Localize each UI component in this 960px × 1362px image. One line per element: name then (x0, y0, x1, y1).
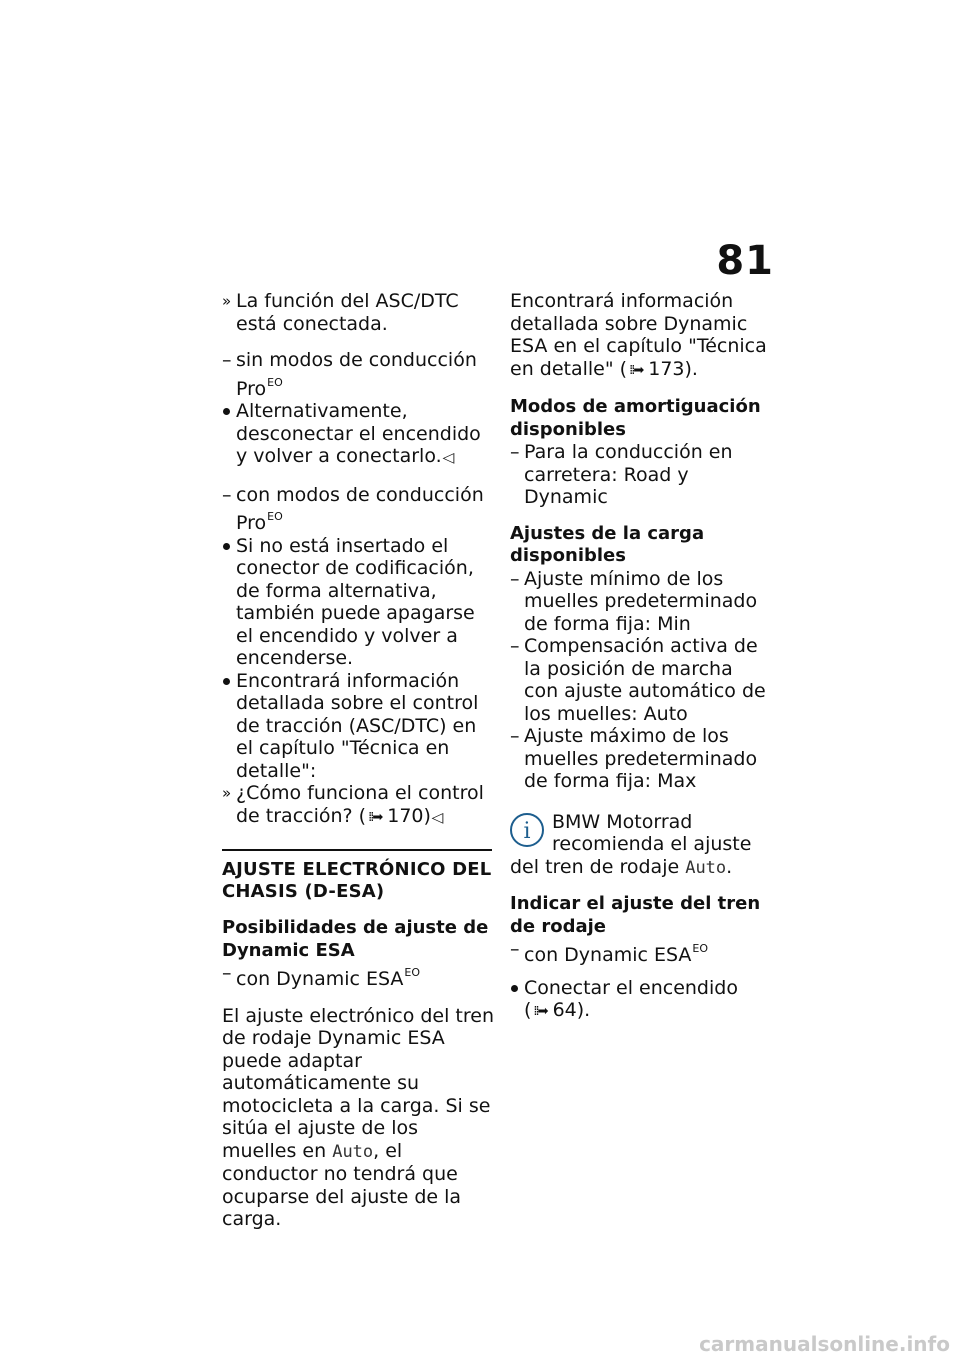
list-item-text: Ajuste máximo de los muelles predeterminado de forma fija: Max (524, 725, 758, 792)
subsection-title: Posibilidades de ajuste de Dynamic ESA (222, 917, 489, 961)
hint-text: BMW Motorrad recomienda el ajuste del tren de rodaje (510, 810, 752, 878)
page-reference[interactable]: 64). (552, 999, 591, 1021)
condition-text: con Dynamic ESA (524, 944, 692, 966)
equipment-superscript: EO (267, 375, 283, 389)
condition-item (222, 962, 494, 991)
body-paragraph: Encontrará información detallada sobre Dynamic ESA en el capítulo "Técnica en detalle" ( ⁞⁞➡ 173). (510, 290, 772, 382)
bullet-icon (511, 985, 518, 992)
page-reference-arrow-icon[interactable]: ⁞⁞➡ (368, 809, 382, 825)
list-item (510, 725, 772, 793)
dash-icon: – (510, 635, 520, 657)
bullet-text: Alternativamente, desconectar el encendido y volver a conectarlo. (236, 400, 481, 467)
hint-text-end: . (726, 855, 733, 878)
step-text: ¿Cómo funciona el control de tracción? (236, 782, 484, 827)
step-text: La función del ASC/DTC está conectada. (236, 290, 459, 335)
list-item (510, 568, 772, 636)
paragraph-text: Encontrará información detallada sobre Dynamic ESA en el capítulo "Técnica en detalle" (510, 290, 767, 380)
condition-item (222, 484, 494, 535)
bullet-icon (223, 543, 230, 550)
setting-value: Auto (332, 1141, 374, 1162)
bullet-text: Si no está insertado el conector de codificación, de forma alternativa, también puede apagarse el encendido y volver a encenderse. (236, 534, 475, 669)
step-item: » ¿Cómo funciona el control de tracción? ( ⁞⁞➡ 170)◁ (222, 782, 494, 829)
dash-icon: – (510, 938, 520, 960)
list-item-text: Para la conducción en carretera: Road y Dynamic (524, 441, 733, 508)
chevron-double-icon: » (222, 784, 232, 802)
bullet-icon (223, 408, 230, 415)
bullet-item: Conectar el encendido ( ⁞⁞➡ 64). (510, 977, 772, 1024)
dash-icon: – (222, 483, 232, 506)
list-item-text: Compensación activa de la posición de marcha con ajuste automático de los muelles: Auto (524, 635, 766, 725)
bullet-text: Conectar el encendido (524, 976, 738, 999)
hint-box (510, 811, 772, 880)
page-reference-arrow-icon[interactable]: ⁞⁞➡ (629, 362, 643, 378)
subsection-title: Ajustes de la carga disponibles (510, 522, 705, 566)
condition-item (510, 938, 772, 967)
bullet-item (222, 535, 494, 670)
left-column (222, 290, 494, 1231)
subsection-title: Indicar el ajuste del tren de rodaje (510, 893, 761, 937)
dash-icon: – (510, 567, 520, 590)
condition-text: con modos de conducción Pro (236, 483, 484, 534)
paragraph-text: , el conductor no tendrá que ocuparse del ajuste de la carga. (222, 1139, 462, 1230)
bullet-text: Encontrará información detallada sobre el control de tracción (ASC/DTC) en el capítulo "Técnica en detalle": (236, 669, 479, 782)
footer-watermark: carmanualsonline.info (699, 1332, 950, 1356)
paragraph-text: El ajuste electrónico del tren de rodaje Dynamic ESA puede adaptar automáticamente su motocicleta a la carga. Si se sitúa el ajuste de los muelles en (222, 1004, 495, 1162)
section-divider (222, 849, 492, 851)
condition-item (222, 349, 494, 400)
info-icon: i (510, 813, 544, 847)
subsection-title: Modos de amortiguación disponibles (510, 396, 761, 440)
end-triangle-icon: ◁ (431, 809, 444, 826)
section-title: AJUSTE ELECTRÓNICO DEL CHASIS (D-ESA) (222, 859, 492, 902)
page-number: 81 (716, 238, 774, 284)
bullet-item (222, 670, 494, 783)
list-item (510, 635, 772, 725)
condition-text: sin modos de conducción Pro (236, 349, 477, 400)
dash-icon: – (510, 441, 520, 463)
equipment-superscript: EO (267, 510, 283, 523)
equipment-superscript: EO (692, 942, 709, 955)
body-paragraph (222, 1005, 494, 1231)
equipment-superscript: EO (404, 966, 421, 979)
page-reference[interactable]: 170) (387, 804, 431, 827)
page-reference[interactable]: 173). (648, 357, 698, 380)
list-item (510, 441, 772, 509)
end-triangle-icon: ◁ (442, 450, 454, 466)
dash-icon: – (510, 725, 520, 747)
bullet-icon (223, 678, 230, 685)
chevron-double-icon: » (222, 292, 232, 310)
dash-icon: – (222, 349, 232, 371)
setting-value: Auto (685, 857, 727, 878)
list-item-text: Ajuste mínimo de los muelles predeterminado de forma fija: Min (524, 567, 758, 635)
condition-text: con Dynamic ESA (236, 968, 404, 990)
step-item (222, 290, 494, 335)
bullet-item (222, 400, 494, 470)
right-column (510, 290, 772, 1024)
dash-icon: – (222, 962, 232, 984)
page-reference-arrow-icon[interactable]: ⁞⁞➡ (533, 1004, 547, 1019)
